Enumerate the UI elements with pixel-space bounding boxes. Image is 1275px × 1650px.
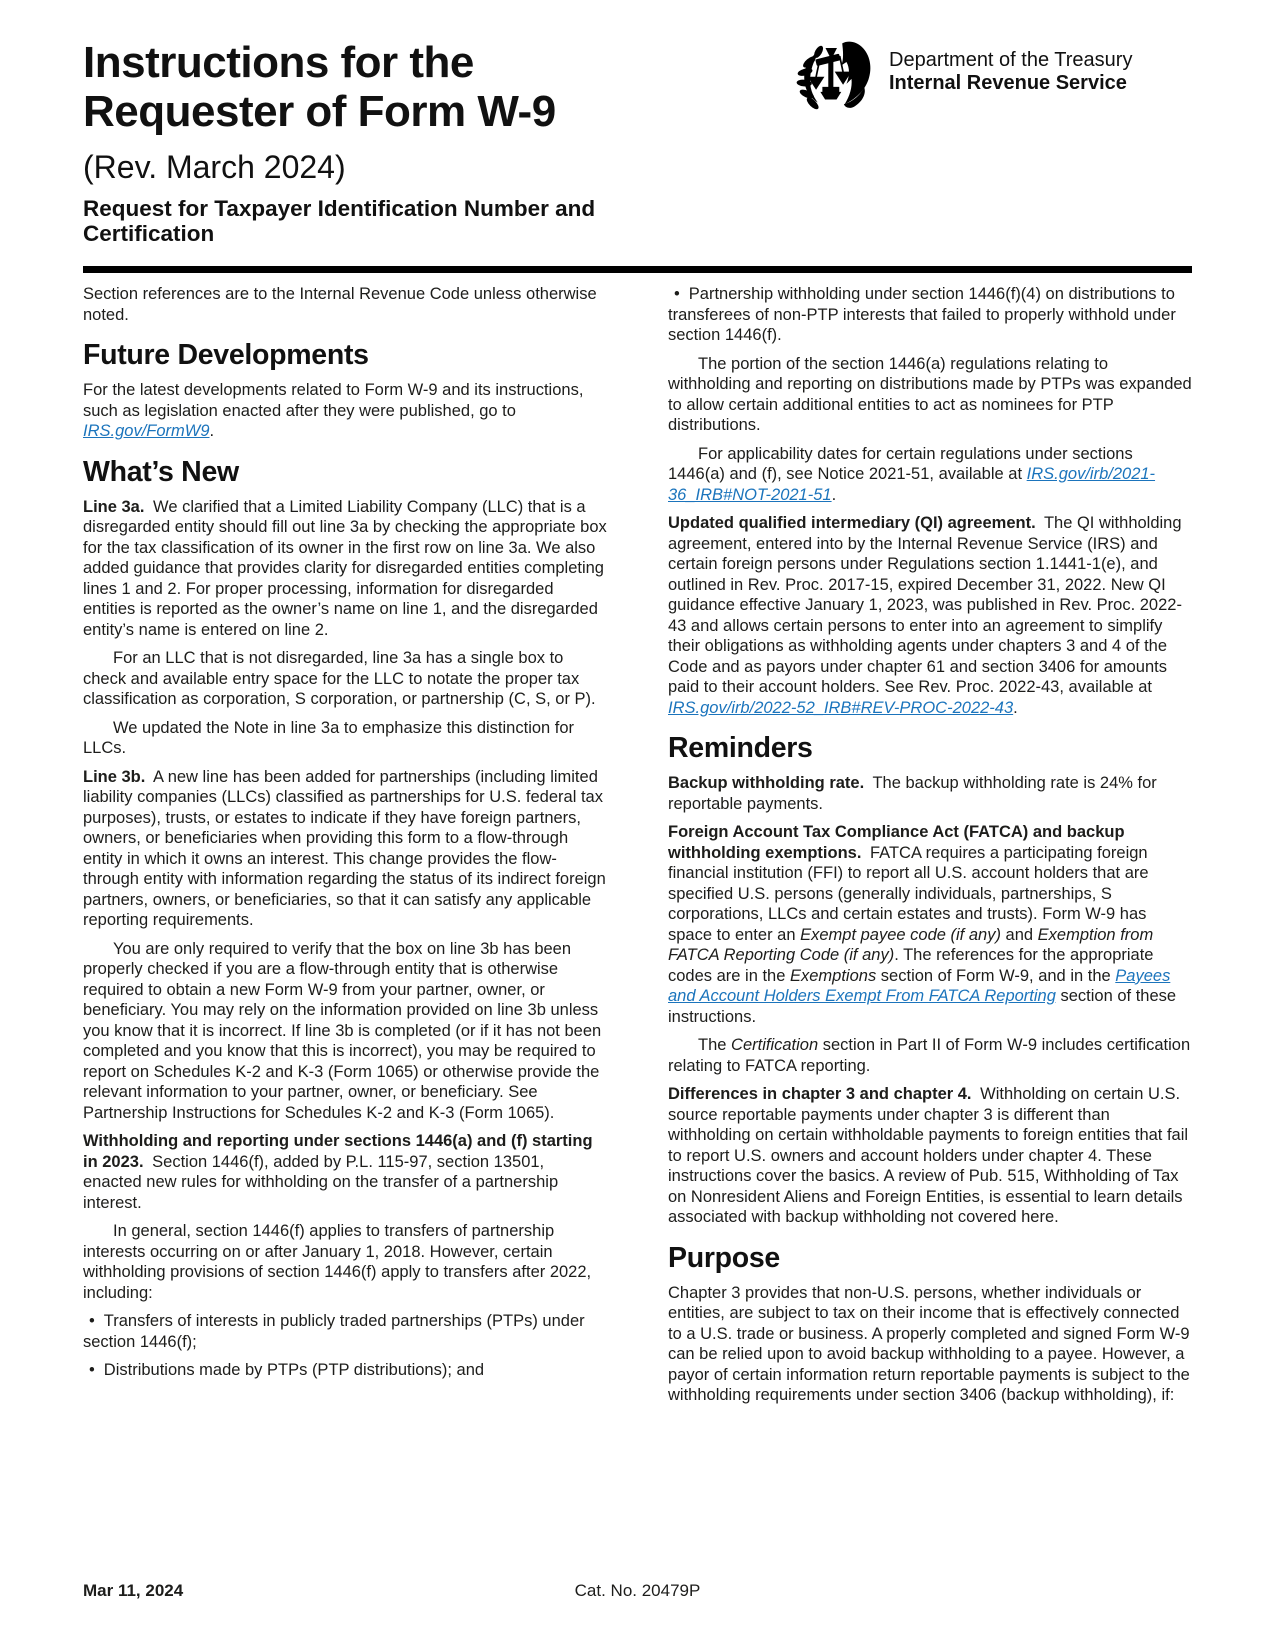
paragraph bbox=[83, 1131, 607, 1213]
text-run: section of Form W-9, and in the bbox=[876, 966, 1116, 985]
bullet-item bbox=[668, 284, 1192, 346]
irs-eagle-logo bbox=[795, 40, 881, 116]
run-in-heading: Line 3a. bbox=[83, 497, 145, 516]
text-run: Section references are to the Internal Revenue Code unless otherwise noted. bbox=[83, 285, 597, 324]
paragraph bbox=[668, 1035, 1192, 1076]
inline-link[interactable]: IRS.gov/irb/2021-36_IRB#NOT-2021-51 bbox=[668, 465, 1156, 504]
text-run: Chapter 3 provides that non-U.S. persons, whether individuals or entities, are subject to tax on their income that is effectively connected to a U.S. trade or business. A properly completed and signed Form W-9 can be relied upon to avoid backup withholding to a payee. However, a payor of certain information return reportable payments is subject to the withholding requirements under section 3406 (backup withholding), if: bbox=[668, 1283, 1190, 1404]
agency-block bbox=[795, 40, 1132, 116]
text-run: The backup withholding rate is 24% for reportable payments. bbox=[668, 774, 1157, 813]
section-heading: Purpose bbox=[668, 1241, 780, 1274]
left-column bbox=[83, 284, 607, 1389]
body-columns bbox=[83, 284, 1192, 1414]
paragraph bbox=[83, 718, 607, 759]
section-heading: Reminders bbox=[668, 732, 813, 764]
text-run: For applicability dates for certain regulations under sections 1446(a) and (f), see Notice 2021-51, available at bbox=[668, 444, 1133, 483]
text-run: Transfers of interests in publicly traded partnerships (PTPs) under section 1446(f); bbox=[83, 1312, 585, 1351]
text-run: Certification bbox=[731, 1036, 819, 1054]
run-in-heading: Withholding and reporting under sections 1446(a) and (f) starting in 2023. bbox=[83, 1132, 593, 1171]
right-column bbox=[668, 284, 1192, 1414]
paragraph bbox=[668, 773, 1192, 814]
text-run: Exemptions bbox=[790, 966, 877, 985]
text-run: FATCA requires a participating foreign financial institution (FFI) to report all U.S. account holders that are specified U.S. persons (generally individuals, partnerships, S corporations, LLCs and certain estates and trusts). Form W-9 has space to enter an bbox=[668, 843, 1149, 944]
paragraph bbox=[83, 1221, 607, 1303]
text-run: . bbox=[1013, 698, 1018, 717]
revision-date: (Rev. March 2024) bbox=[83, 149, 346, 185]
text-run: We clarified that a Limited Liability Company (LLC) that is a disregarded entity should fill out line 3a by checking the appropriate box for the tax classification of its owner in the first row on line 3a. We also added guidance that provides clarity for disregarded entities completing lines 1 and 2. For proper processing, information for disregarded entities is reported as the owner’s name on line 1, and the disregarded entity’s name is entered on line 2. bbox=[83, 497, 607, 639]
paragraph bbox=[668, 1084, 1192, 1228]
text-run: The bbox=[698, 1036, 732, 1054]
text-run: Exemption from FATCA Reporting Code (if any) bbox=[668, 925, 1154, 964]
text-run: section of these instructions. bbox=[668, 987, 1177, 1026]
paragraph bbox=[83, 284, 607, 325]
text-run: Exempt payee code (if any) bbox=[800, 925, 1001, 944]
title-line-1: Instructions for the bbox=[83, 38, 474, 87]
bullet-icon: • bbox=[89, 1312, 95, 1330]
text-run: A new line has been added for partnerships (including limited liability companies (LLCs) classified as partnerships for U.S. federal tax purposes), trusts, or estates to indicate if they have foreign partners, owners, or beneficiaries when providing this form to a flow-through entity in which it owns an interest. This change provides the flow-through entity with information regarding the status of its indirect foreign partners, owners, or beneficiaries, so that it can satisfy any applicable reporting requirements. bbox=[83, 767, 606, 929]
text-run: Section 1446(f), added by P.L. 115-97, section 13501, enacted new rules for withholding on the transfer of a partnership interest. bbox=[83, 1152, 559, 1212]
inline-link[interactable]: IRS.gov/irb/2022-52_IRB#REV-PROC-2022-43 bbox=[668, 698, 1014, 717]
bullet-item bbox=[83, 1311, 607, 1352]
text-run: In general, section 1446(f) applies to transfers of partnership interests occurring on or after January 1, 2018. However, certain withholding provisions of section 1446(f) apply to transfers after 2022, including: bbox=[83, 1222, 592, 1302]
text-run: . The references for the appropriate codes are in the bbox=[668, 946, 1154, 985]
text-run: For an LLC that is not disregarded, line 3a has a single box to check and available entry space for the LLC to notate the proper tax classification as corporation, S corporation, or partnership (C, S, or P). bbox=[83, 649, 596, 708]
text-run: and bbox=[1000, 925, 1038, 944]
text-run: Partnership withholding under section 1446(f)(4) on distributions to transferees of non-PTP interests that failed to properly withhold under section 1446(f). bbox=[668, 285, 1176, 344]
run-in-heading: Line 3b. bbox=[83, 767, 146, 786]
paragraph bbox=[668, 444, 1192, 506]
section-heading: What’s New bbox=[83, 455, 239, 488]
footer-catalog-number: Cat. No. 20479P bbox=[574, 1581, 701, 1600]
agency-line-irs: Internal Revenue Service bbox=[889, 72, 1127, 94]
run-in-heading: Foreign Account Tax Compliance Act (FATCA) and backup withholding exemptions. bbox=[668, 823, 1125, 862]
text-run: The portion of the section 1446(a) regulations relating to withholding and reporting on distributions made by PTPs was expanded to allow certain additional entities to act as nominees for PTP distributions. bbox=[668, 354, 1192, 434]
paragraph bbox=[668, 354, 1192, 436]
bullet-icon: • bbox=[89, 1361, 95, 1379]
inline-link[interactable]: Payees and Account Holders Exempt From FATCA Reporting bbox=[668, 966, 1171, 1005]
agency-text bbox=[889, 49, 1132, 95]
text-run: . bbox=[831, 485, 837, 504]
text-run: Withholding on certain U.S. source reportable payments under chapter 3 is different than withholding on certain withholdable payments to foreign entities that fail to report U.S. owners and account holders under chapter 4. These instructions cover the basics. A review of Pub. 515, Withholding of Tax on Nonresident Aliens and Foreign Entities, is essential to learn details associated with backup withholding not covered here. bbox=[668, 1085, 1189, 1226]
run-in-heading: Differences in chapter 3 and chapter 4. bbox=[668, 1085, 972, 1103]
inline-link[interactable]: IRS.gov/FormW9 bbox=[83, 422, 210, 440]
header-rule bbox=[83, 266, 1192, 273]
bullet-item bbox=[83, 1360, 607, 1381]
agency-line-treasury: Department of the Treasury bbox=[889, 49, 1133, 71]
paragraph bbox=[83, 380, 607, 442]
text-run: You are only required to verify that the box on line 3b has been properly checked if you are a flow-through entity that is otherwise required to obtain a new Form W-9 from your partner, owner, or beneficiary. You may rely on the information provided on line 3b unless you know that it is incorrect. If line 3b is completed (or if it has not been completed and you know that this is incorrect), you may be required to report on Schedules K-2 and K-3 (Form 1065) or otherwise provide the relevant information to your partner, owner, or beneficiary. See Partnership Instructions for Schedules K-2 and K-3 (Form 1065). bbox=[83, 939, 602, 1122]
text-run: For the latest developments related to Form W-9 and its instructions, such as legislation enacted after they were published, go to bbox=[83, 381, 584, 420]
run-in-heading: Updated qualified intermediary (QI) agreement. bbox=[668, 514, 1036, 532]
text-run: The QI withholding agreement, entered into by the Internal Revenue Service (IRS) and certain foreign persons under Regulations section 1.1441-1(e), and outlined in Rev. Proc. 2017-15, expired December 31, 2022. New QI guidance effective January 1, 2023, was published in Rev. Proc. 2022-43 and allows certain persons to enter into an agreement to simplify their obligations as withholding agents under chapters 3 and 4 of the Code and as payors under chapter 61 and section 3406 for amounts paid to their account holders. See Rev. Proc. 2022-43, available at bbox=[668, 514, 1182, 696]
section-heading: Future Developments bbox=[83, 339, 369, 371]
masthead bbox=[83, 38, 1192, 246]
paragraph bbox=[83, 497, 607, 641]
footer-date: Mar 11, 2024 bbox=[83, 1581, 184, 1600]
form-subtitle: Request for Taxpayer Identification Number and Certification bbox=[83, 196, 596, 246]
text-run: Distributions made by PTPs (PTP distributions); and bbox=[103, 1361, 485, 1379]
paragraph bbox=[83, 767, 607, 931]
title-line-2: Requester of Form W-9 bbox=[83, 87, 556, 136]
bullet-icon: • bbox=[674, 285, 680, 303]
run-in-heading: Backup withholding rate. bbox=[668, 774, 865, 792]
paragraph bbox=[668, 1283, 1192, 1406]
paragraph bbox=[83, 648, 607, 710]
paragraph bbox=[668, 822, 1192, 1027]
text-run: . bbox=[209, 422, 215, 440]
paragraph bbox=[668, 513, 1192, 718]
text-run: section in Part II of Form W-9 includes certification relating to FATCA reporting. bbox=[668, 1036, 1191, 1075]
paragraph bbox=[83, 939, 607, 1124]
text-run: We updated the Note in line 3a to emphasize this distinction for LLCs. bbox=[83, 718, 575, 757]
